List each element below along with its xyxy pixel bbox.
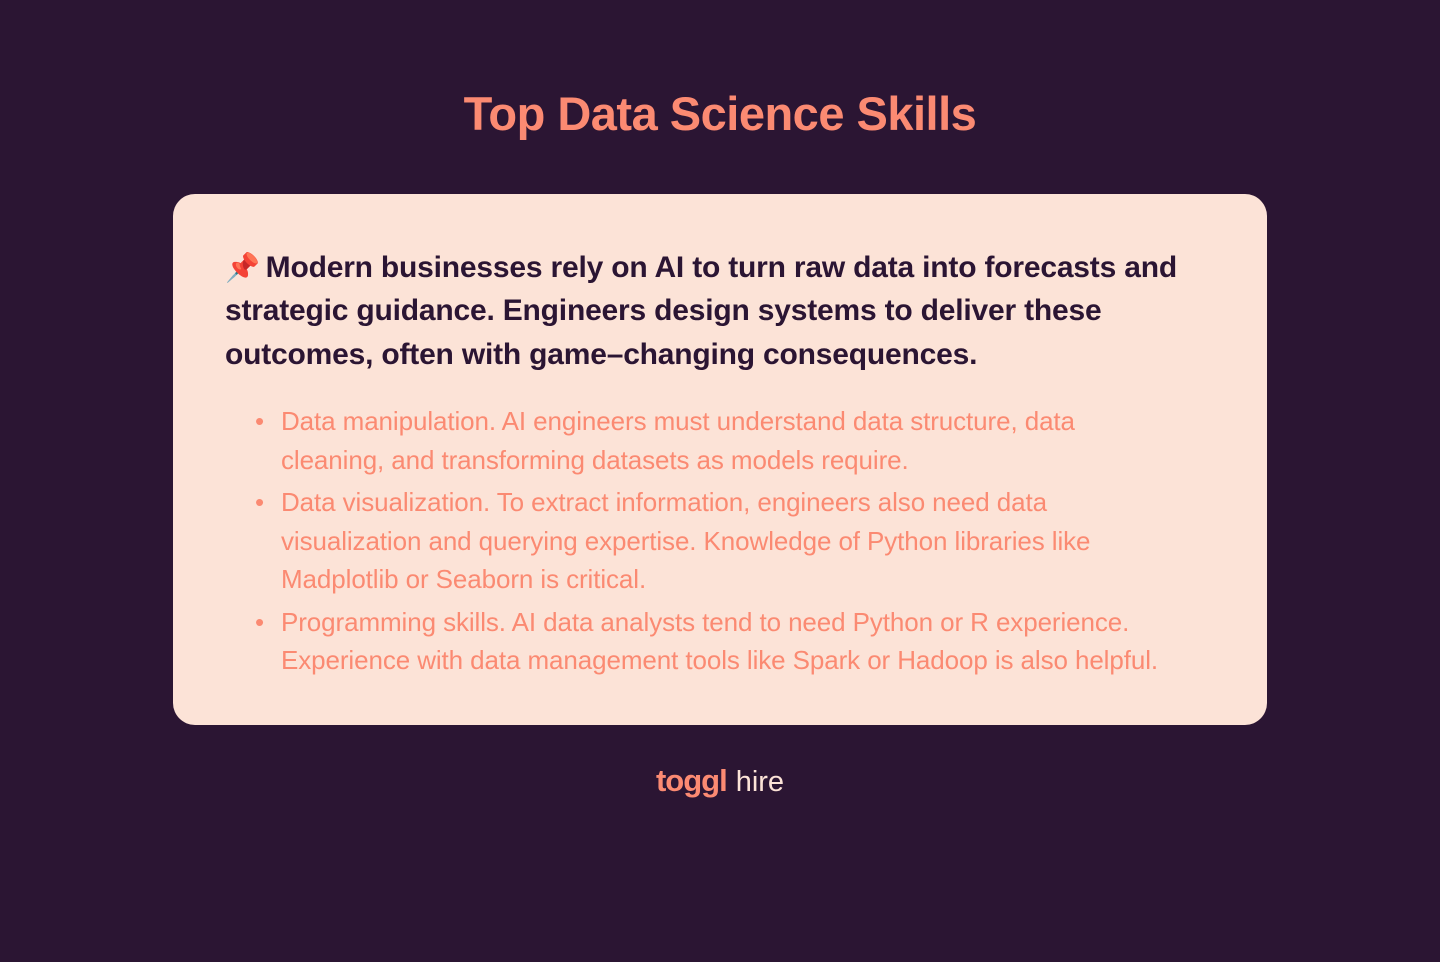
toggl-logo: toggl <box>655 763 727 799</box>
list-item: • Data manipulation. AI engineers must understand data structure, data cleaning, and transforming datasets as models require. <box>281 402 1185 479</box>
list-item: • Data visualization. To extract information, engineers also need data visualization and querying expertise. Knowledge of Python libraries like Madplotlib or Seaborn is critical. <box>281 483 1185 598</box>
skills-list <box>225 402 1215 679</box>
brand-footer <box>656 763 784 799</box>
page-title: Top Data Science Skills <box>463 87 977 140</box>
brand-product-name: hire <box>735 766 785 799</box>
lead-text: Modern businesses rely on AI to turn raw data into forecasts and strategic guidance. Engineers design systems to deliver these outcomes, often with game–changing consequences. <box>225 250 1177 371</box>
pushpin-icon: 📌 <box>225 251 260 283</box>
content-card <box>173 194 1267 726</box>
list-item: • Programming skills. AI data analysts tend to need Python or R experience. Experience with data management tools like Spark or Hadoop is also helpful. <box>281 603 1185 680</box>
lead-paragraph <box>225 246 1215 377</box>
